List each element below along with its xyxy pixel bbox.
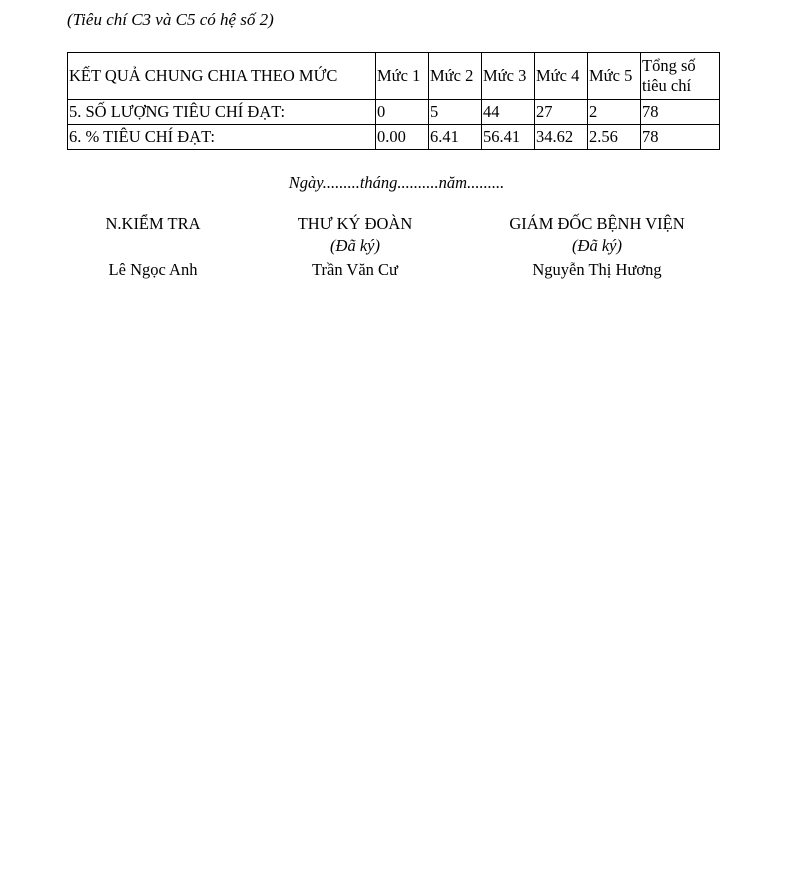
- signature-name: Lê Ngọc Anh: [108, 260, 198, 279]
- table-row: [68, 100, 720, 125]
- signature-name: Nguyễn Thị Hương: [532, 260, 662, 279]
- header-cell-level-1: Mức 1: [376, 53, 429, 100]
- header-cell-level-3: Mức 3: [482, 53, 535, 100]
- header-cell-level-4: Mức 4: [535, 53, 588, 100]
- table-cell: 78: [641, 100, 720, 125]
- table-cell: 0: [376, 100, 429, 125]
- signature-status: (Đã ký): [330, 236, 380, 255]
- table-row: [68, 125, 720, 150]
- row-label: 5. SỐ LƯỢNG TIÊU CHÍ ĐẠT:: [68, 100, 376, 125]
- row-label: 6. % TIÊU CHÍ ĐẠT:: [68, 125, 376, 150]
- header-cell-category: KẾT QUẢ CHUNG CHIA THEO MỨC: [68, 53, 376, 100]
- table-cell: 2: [588, 100, 641, 125]
- signature-block-secretary: [280, 213, 430, 283]
- signature-title: N.KIỂM TRA: [105, 214, 201, 233]
- signature-title: THƯ KÝ ĐOÀN: [297, 214, 413, 233]
- table-cell: 56.41: [482, 125, 535, 150]
- table-cell: 2.56: [588, 125, 641, 150]
- table-cell: 5: [429, 100, 482, 125]
- header-cell-level-2: Mức 2: [429, 53, 482, 100]
- table-cell: 0.00: [376, 125, 429, 150]
- table-cell: 27: [535, 100, 588, 125]
- results-table: [67, 52, 720, 150]
- coefficient-note: (Tiêu chí C3 và C5 có hệ số 2): [67, 10, 274, 29]
- table-cell: 6.41: [429, 125, 482, 150]
- signature-status: (Đã ký): [572, 236, 622, 255]
- header-cell-level-5: Mức 5: [588, 53, 641, 100]
- table-cell: 44: [482, 100, 535, 125]
- date-line: Ngày.........tháng..........năm.........: [288, 173, 505, 192]
- signature-title: GIÁM ĐỐC BỆNH VIỆN: [509, 214, 685, 233]
- header-cell-total: Tổng số tiêu chí: [641, 53, 720, 100]
- signature-status: [88, 235, 218, 257]
- table-cell: 34.62: [535, 125, 588, 150]
- table-cell: 78: [641, 125, 720, 150]
- signature-name: Trần Văn Cư: [312, 260, 398, 279]
- table-header-row: [68, 53, 720, 100]
- signature-block-director: [487, 213, 707, 283]
- signature-block-inspector: [88, 213, 218, 283]
